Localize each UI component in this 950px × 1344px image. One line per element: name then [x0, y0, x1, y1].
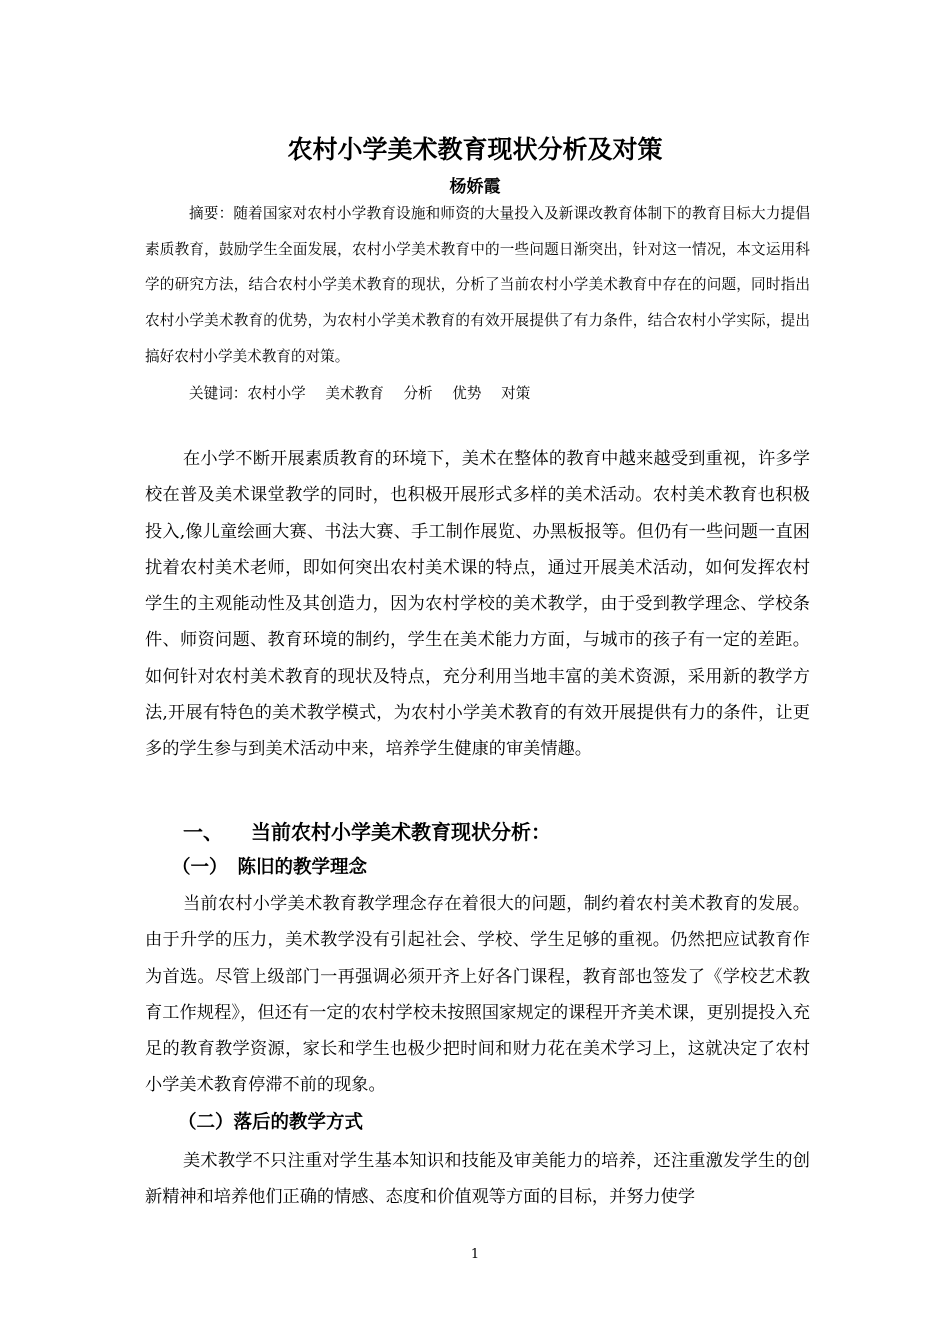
subsection-title: 陈旧的教学理念 — [237, 857, 368, 878]
document-author: 杨娇霞 — [449, 177, 501, 197]
subsection-heading — [172, 851, 367, 885]
keywords-label: 关键词： — [189, 385, 248, 402]
subsection-number: （一） — [172, 857, 228, 878]
keywords-line — [189, 380, 545, 408]
keyword-item: 对策 — [501, 385, 531, 402]
keyword-item: 分析 — [403, 385, 433, 402]
keyword-item: 农村小学 — [247, 385, 306, 402]
keywords-label-and-first — [189, 380, 306, 408]
subsection-heading: （二）落后的教学方式 — [178, 1112, 364, 1133]
section-number: 一、 — [183, 820, 223, 844]
section-heading — [183, 814, 551, 850]
abstract-paragraph: 摘要：随着国家对农村小学教育设施和师资的大量投入及新课改教育体制下的教育目标大力提倡素质教育，鼓励学生全面发展，农村小学美术教育中的一些问题日渐突出，针对这一情况，本文运用科学的研究方法，结合农村小学美术教育的现状，分析了当前农村小学美术教育中存在的问题，同时指出农村小学美术教育的优势，为农村小学美术教育的有效开展提供了有力条件，结合农村小学实际，提出搞好农村小学美术教育的对策。 — [145, 205, 810, 365]
section-title: 当前农村小学美术教育现状分析： — [251, 820, 551, 844]
keyword-item: 美术教育 — [325, 385, 384, 402]
subsection-paragraph: 当前农村小学美术教育教学理念存在着很大的问题，制约着农村美术教育的发展。由于升学的压力，美术教学没有引起社会、学校、学生足够的重视。仍然把应试教育作为首选。尽管上级部门一再强调必须开齐上好各门课程，教育部也签发了《学校艺术教育工作规程》，但还有一定的农村学校未按照国家规定的课程开齐美术课，更别提投入充足的教育教学资源，家长和学生也极少把时间和财力花在美术学习上，这就决定了农村小学美术教育停滞不前的现象。 — [145, 894, 810, 1096]
subsection-paragraph: 美术教学不只注重对学生基本知识和技能及审美能力的培养，还注重激发学生的创新精神和培养他们正确的情感、态度和价值观等方面的目标，并努力使学 — [145, 1151, 810, 1208]
page-number: 1 — [470, 1247, 480, 1262]
keyword-item: 优势 — [452, 385, 482, 402]
intro-paragraph: 在小学不断开展素质教育的环境下，美术在整体的教育中越来越受到重视，许多学校在普及美术课堂教学的同时，也积极开展形式多样的美术活动。农村美术教育也积极投入,像儿童绘画大赛、书法大赛、手工制作展览、办黑板报等。但仍有一些问题一直困扰着农村美术老师，即如何突出农村美术课的特点，通过开展美术活动，如何发挥农村学生的主观能动性及其创造力，因为农村学校的美术教学，由于受到教学理念、学校条件、师资问题、教育环境的制约，学生在美术能力方面，与城市的孩子有一定的差距。如何针对农村美术教育的现状及特点，充分利用当地丰富的美术资源，采用新的教学方法,开展有特色的美术教学模式，为农村小学美术教育的有效开展提供有力的条件，让更多的学生参与到美术活动中来，培养学生健康的审美情趣。 — [145, 449, 810, 760]
document-title: 农村小学美术教育现状分析及对策 — [287, 135, 663, 164]
